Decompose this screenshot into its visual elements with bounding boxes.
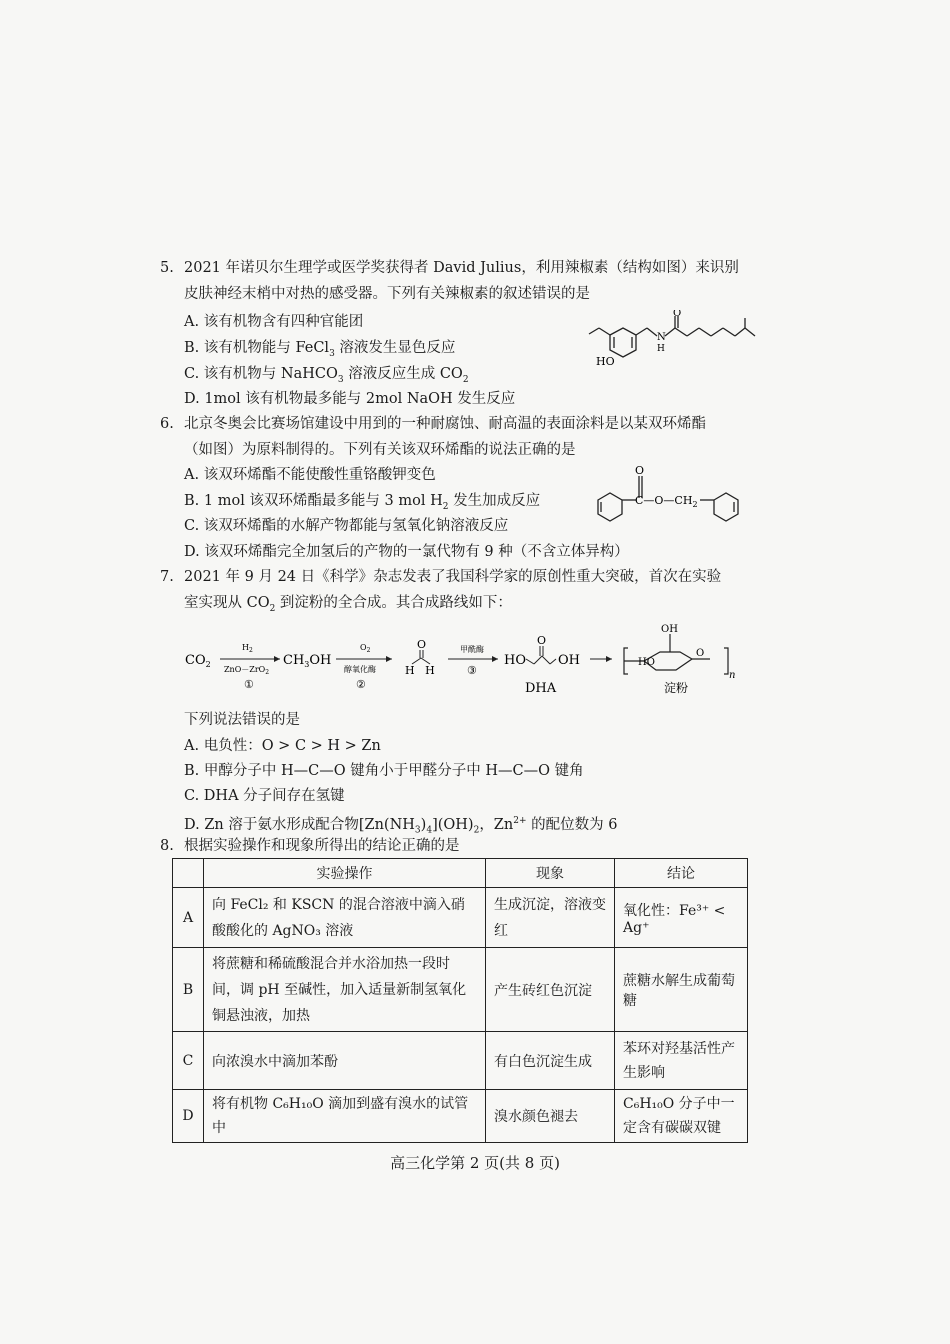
row-label: A [173,888,204,948]
table-header-conclusion: 结论 [615,859,748,888]
row-operation: 将蔗糖和稀硫酸混合并水浴加热一段时间，调 pH 至碱性，加入适量新制氢氧化铜悬浊液，加热 [204,948,486,1032]
scheme-h2: $H_2$ [242,643,253,654]
q6-option-a: A. 该双环烯酯不能使酸性重铬酸钾变色 [184,467,436,483]
scheme-cat1: ZnO－ZrO$_2$ [224,665,270,676]
row-phenomenon: 产生砖红色沉淀 [486,948,615,1032]
q7-option-b: B. 甲醇分子中 H—C—O 键角小于甲醛分子中 H—C—O 键角 [184,763,584,779]
capsaicin-ho-label: HO [596,355,615,368]
row-operation: 向 FeCl₂ 和 KSCN 的混合溶液中滴入硝酸酸化的 AgNO₃ 溶液 [204,888,486,948]
q7-option-a: A. 电负性：O > C > H > Zn [184,738,381,754]
capsaicin-o-label: O [673,310,682,319]
q5-option-d: D. 1mol 该有机物最多能与 2mol NaOH 发生反应 [184,391,516,407]
scheme-enzyme3: 甲酰酶 [460,645,484,654]
q7-option-d: D. Zn 溶于氨水形成配合物$[Zn(NH_3)_4](OH)_2$，$Zn^{2+}$ 的配位数为 6 [184,816,618,836]
scheme-hcho-h: H H [405,664,435,677]
capsaicin-structure [585,310,765,376]
q8-stem: 根据实验操作和现象所得出的结论正确的是 [184,838,460,854]
row-conclusion: 蔗糖水解生成葡萄糖 [615,948,748,1032]
q6-stem-line1: 北京冬奥会比赛场馆建设中用到的一种耐腐蚀、耐高温的表面涂料是以某双环烯酯 [184,416,706,432]
row-label: B [173,948,204,1032]
q8-number: 8. [160,838,174,854]
starch-n: n [729,670,736,681]
table-header-label [173,859,204,888]
scheme-dha-label: DHA [525,681,557,696]
table-row [173,888,748,948]
table-header-phenomenon: 现象 [486,859,615,888]
q6-option-d: D. 该双环烯酯完全加氢后的产物的一氯代物有 9 种（不含立体异构） [184,544,629,560]
starch-label: 淀粉 [664,681,689,695]
q7-option-c: C. DHA 分子间存在氢键 [184,788,345,804]
q6-number: 6. [160,416,174,432]
scheme-step3: ③ [467,664,477,677]
scheme-dha-oh: OH [558,653,580,668]
scheme-dha-o: O [537,634,547,647]
scheme-ch3oh: $CH_3OH$ [283,653,332,669]
q7-stem-line1: 2021 年 9 月 24 日《科学》杂志发表了我国科学家的原创性重大突破，首次在实验 [184,569,722,585]
starch-ho: HO [638,657,655,668]
q5-option-b: B. 该有机物能与 FeCl$_3$ 溶液发生显色反应 [184,340,456,359]
row-phenomenon: 溴水颜色褪去 [486,1090,615,1143]
capsaicin-n-label: N [657,332,666,343]
table-row [173,1090,748,1143]
ester-carbonyl-o: O [635,464,645,477]
row-phenomenon: 有白色沉淀生成 [486,1032,615,1090]
synthesis-scheme [180,612,750,704]
row-label: C [173,1032,204,1090]
table-header-operation: 实验操作 [204,859,486,888]
table-header-row [173,859,748,888]
scheme-co2: $CO_2$ [185,653,211,669]
scheme-o2: $O_2$ [360,643,371,654]
experiment-table [172,858,748,1143]
q7-number: 7. [160,569,174,585]
row-phenomenon: 生成沉淀，溶液变红 [486,888,615,948]
q5-number: 5. [160,260,174,276]
row-label: D [173,1090,204,1143]
q5-stem-line1: 2021 年诺贝尔生理学或医学奖获得者 David Julius，利用辣椒素（结构如图）来识别 [184,260,739,276]
q7-ask: 下列说法错误的是 [184,712,300,728]
q5-option-a: A. 该有机物含有四种官能团 [184,314,364,330]
row-operation: 向浓溴水中滴加苯酚 [204,1032,486,1090]
q6-option-c: C. 该双环烯酯的水解产物都能与氢氧化钠溶液反应 [184,518,509,534]
table-row [173,948,748,1032]
table-row [173,1032,748,1090]
scheme-step2: ② [356,678,366,691]
q5-option-c: C. 该有机物与 NaHCO$_3$ 溶液反应生成 $CO_2$ [184,366,469,385]
scheme-hcho-o: O [417,638,427,651]
q6-option-b: B. 1 mol 该双环烯酯最多能与 3 mol $H_2$ 发生加成反应 [184,493,541,512]
q7-stem-line2: 室实现从 $CO_2$ 到淀粉的全合成。其合成路线如下： [184,595,512,614]
row-conclusion: 氧化性：Fe³⁺ < Ag⁺ [615,888,748,948]
row-conclusion: C₆H₁₀O 分子中一定含有碳碳双键 [615,1090,748,1143]
starch-o: O [696,648,705,659]
scheme-enzyme2: 醇氧化酶 [344,665,376,674]
page-footer: 高三化学第 2 页(共 8 页) [390,1154,560,1172]
row-operation: 将有机物 C₆H₁₀O 滴加到盛有溴水的试管中 [204,1090,486,1143]
row-conclusion: 苯环对羟基活性产生影响 [615,1032,748,1090]
q6-stem-line2: （如图）为原料制得的。下列有关该双环烯酯的说法正确的是 [184,442,576,458]
capsaicin-h-label: H [657,344,665,354]
scheme-dha-ho: HO [504,653,526,668]
ester-chain-label: $C—O—CH_2$ [635,494,698,509]
starch-oh: OH [661,624,678,635]
bicyclic-ester-structure [590,462,770,522]
q5-stem-line2: 皮肤神经末梢中对热的感受器。下列有关辣椒素的叙述错误的是 [184,286,590,302]
scheme-step1: ① [244,678,254,691]
